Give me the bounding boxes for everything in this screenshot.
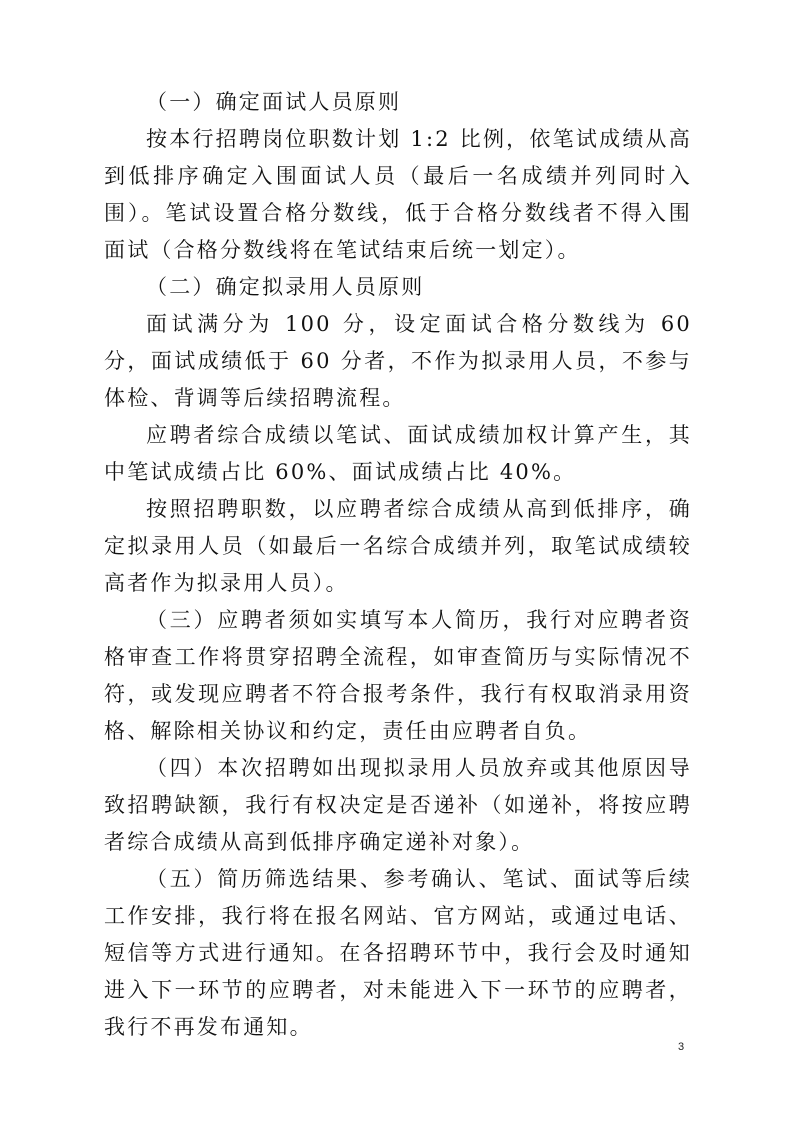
paragraph-composite-score: 应聘者综合成绩以笔试、面试成绩加权计算产生，其中笔试成绩占比 60%、面试成绩占比 40%。 bbox=[104, 423, 692, 484]
paragraph-ranking-rule: 按照招聘职数，以应聘者综合成绩从高到低排序，确定拟录用人员（如最后一名综合成绩并列，取笔试成绩较高者作为拟录用人员）。 bbox=[104, 497, 692, 595]
paragraph-notification: （五）简历筛选结果、参考确认、笔试、面试等后续工作安排，我行将在报名网站、官方网站，或通过电话、短信等方式进行通知。在各招聘环节中，我行会及时通知进入下一环节的应聘者，对未能进入下一环节的应聘者，我行不再发布通知。 bbox=[104, 867, 692, 1039]
section-heading-interview-principles: （一）确定面试人员原则 bbox=[146, 90, 402, 114]
document-body bbox=[104, 84, 692, 1046]
section-heading-hiring-principles: （二）确定拟录用人员原则 bbox=[146, 275, 425, 299]
page-number: 3 bbox=[678, 1041, 685, 1053]
paragraph-vacancy-replacement: （四）本次招聘如出现拟录用人员放弃或其他原因导致招聘缺额，我行有权决定是否递补（如递补，将按应聘者综合成绩从高到低排序确定递补对象）。 bbox=[104, 756, 692, 854]
paragraph-interview-selection: 按本行招聘岗位职数计划 1:2 比例，依笔试成绩从高到低排序确定入围面试人员（最后一名成绩并列同时入围）。笔试设置合格分数线，低于合格分数线者不得入围面试（合格分数线将在笔试结束后统一划定）。 bbox=[104, 127, 692, 262]
paragraph-interview-passing-score: 面试满分为 100 分，设定面试合格分数线为 60 分，面试成绩低于 60 分者，不作为拟录用人员，不参与体检、背调等后续招聘流程。 bbox=[104, 312, 692, 410]
paragraph-qualification-review: （三）应聘者须如实填写本人简历，我行对应聘者资格审查工作将贯穿招聘全流程，如审查简历与实际情况不符，或发现应聘者不符合报考条件，我行有权取消录用资格、解除相关协议和约定，责任由应聘者自负。 bbox=[104, 608, 692, 743]
